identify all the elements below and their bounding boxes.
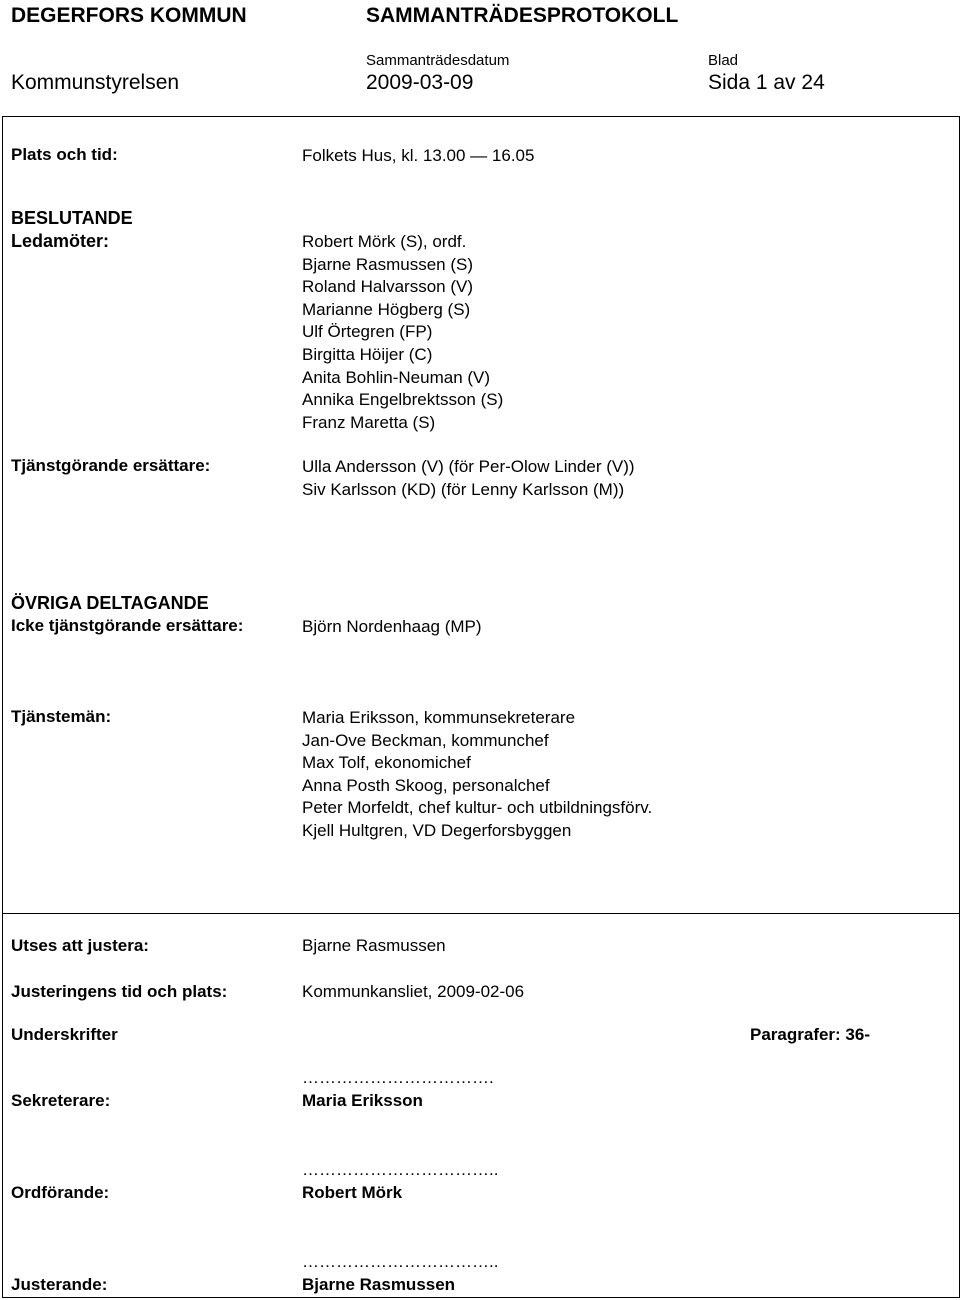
adjuster-sign-name: Bjarne Rasmussen — [302, 1275, 456, 1294]
secretary-label: Sekreterare: — [11, 1091, 111, 1110]
place-label: Plats och tid: — [11, 145, 118, 164]
other-participants-heading: ÖVRIGA DELTAGANDE — [11, 593, 209, 613]
paragraphs-label: Paragrafer: 36- — [750, 1025, 871, 1044]
members-list — [302, 231, 503, 434]
signing-box — [2, 913, 960, 1298]
page-label: Blad — [708, 52, 739, 69]
nonserving-value: Björn Nordenhaag (MP) — [302, 617, 482, 636]
list-item: Max Tolf, ekonomichef — [302, 753, 471, 773]
list-item: Siv Karlsson (KD) (för Lenny Karlsson (M)) — [302, 479, 625, 499]
organization-name: DEGERFORS KOMMUN — [11, 4, 247, 27]
list-item: Robert Mörk (S), ordf. — [302, 232, 467, 251]
document-type: SAMMANTRÄDESPROTOKOLL — [366, 4, 679, 27]
date-label: Sammanträdesdatum — [366, 52, 510, 69]
members-label: Ledamöter: — [11, 231, 110, 251]
signatures-label: Underskrifter — [11, 1025, 118, 1044]
list-item: Jan-Ove Beckman, kommunchef — [302, 730, 549, 750]
signature-line-chair: …………………………….. — [302, 1160, 499, 1179]
adjuster-sign-label: Justerande: — [11, 1275, 108, 1294]
list-item: Anna Posth Skoog, personalchef — [302, 775, 550, 795]
nonserving-label: Icke tjänstgörande ersättare: — [11, 616, 244, 635]
list-item: Ulla Andersson (V) (för Per-Olow Linder (V)) — [302, 457, 635, 476]
list-item: Birgitta Höijer (C) — [302, 344, 433, 364]
officials-list — [302, 707, 652, 843]
list-item: Franz Maretta (S) — [302, 412, 436, 432]
page-number: Sida 1 av 24 — [708, 71, 825, 94]
body-name: Kommunstyrelsen — [11, 71, 180, 94]
list-item: Peter Morfeldt, chef kultur- och utbildningsförv. — [302, 798, 653, 818]
list-item: Roland Halvarsson (V) — [302, 277, 474, 297]
list-item: Bjarne Rasmussen (S) — [302, 254, 474, 274]
list-item: Marianne Högberg (S) — [302, 299, 471, 319]
decision-makers-heading: BESLUTANDE — [11, 208, 133, 228]
substitutes-label: Tjänstgörande ersättare: — [11, 456, 211, 475]
officials-label: Tjänstemän: — [11, 707, 112, 726]
adjuster-value: Bjarne Rasmussen — [302, 936, 446, 955]
chair-label: Ordförande: — [11, 1183, 110, 1202]
adjuster-label: Utses att justera: — [11, 936, 149, 955]
list-item: Ulf Örtegren (FP) — [302, 322, 433, 342]
signature-line-adjuster: …………………………….. — [302, 1252, 499, 1271]
secretary-name: Maria Eriksson — [302, 1091, 423, 1110]
chair-name: Robert Mörk — [302, 1183, 403, 1202]
list-item: Kjell Hultgren, VD Degerforsbyggen — [302, 820, 572, 840]
adjust-time-label: Justeringens tid och plats: — [11, 982, 228, 1001]
substitutes-list — [302, 456, 635, 501]
list-item: Annika Engelbrektsson (S) — [302, 390, 504, 410]
meeting-date: 2009-03-09 — [366, 71, 474, 94]
signature-line-secretary: ……………………………. — [302, 1068, 494, 1087]
adjust-time-value: Kommunkansliet, 2009-02-06 — [302, 982, 525, 1001]
list-item: Maria Eriksson, kommunsekreterare — [302, 708, 576, 727]
list-item: Anita Bohlin-Neuman (V) — [302, 367, 491, 387]
place-value: Folkets Hus, kl. 13.00 — 16.05 — [302, 146, 535, 165]
